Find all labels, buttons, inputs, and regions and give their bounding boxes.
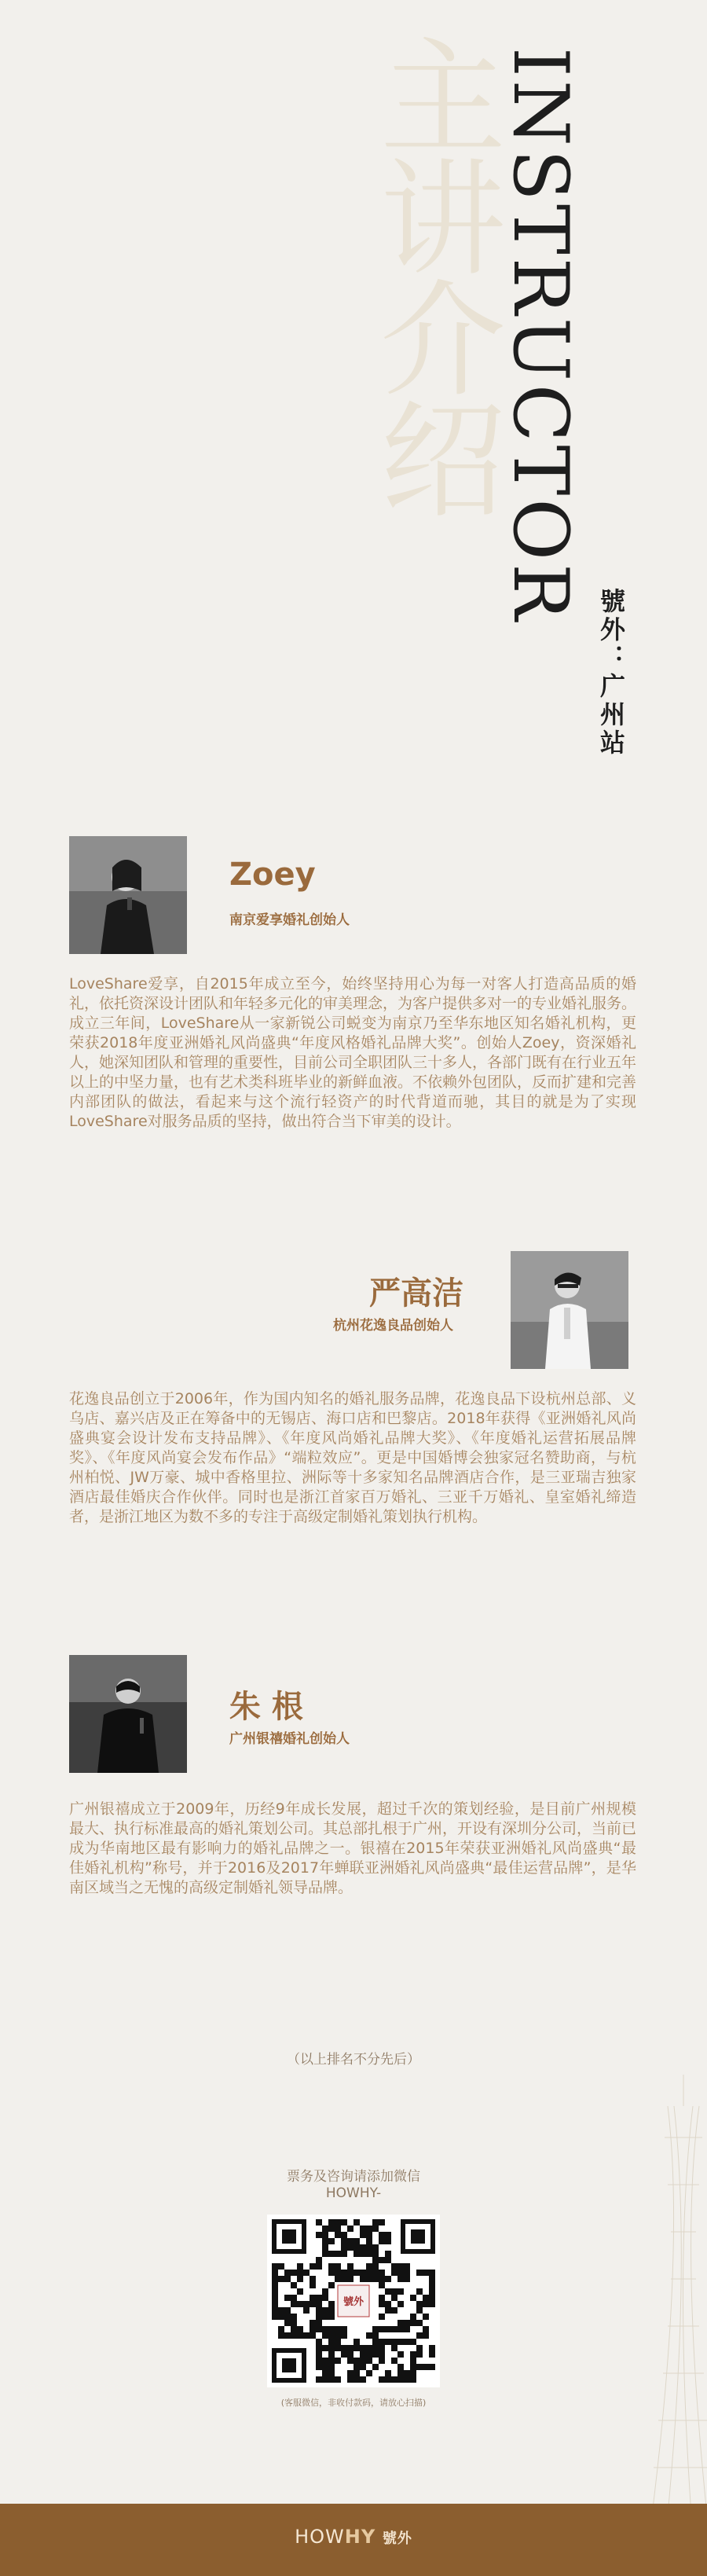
background-title: 主讲介绍	[359, 31, 506, 516]
wechat-id: HOWHY-	[325, 2185, 382, 2201]
instructor-photo-yan-gaojie	[511, 1251, 628, 1369]
instructor-title: INSTRUCTOR	[496, 47, 584, 624]
qr-badge-text: 號外	[343, 2296, 364, 2308]
instructor-bio: 广州银禧成立于2009年，历经9年成长发展，超过千次的策划经验，是目前广州规模最大、执行标准最高的婚礼策划公司。其总部扎根于广州，开设有深圳分公司，当前已成为华南地区最有影响力的婚礼品牌之一。银禧在2015年荣获亚洲婚礼风尚盛典“最佳婚礼机构”称号，并于2016及2017年蝉联亚洲婚礼风尚盛典“最佳运营品牌”，是华南区域当之无愧的高级定制婚礼领导品牌。	[69, 1800, 637, 1896]
footer-bar	[0, 2504, 707, 2576]
instructor-name: Zoey	[229, 857, 316, 893]
logo-hy: HY	[344, 2526, 376, 2548]
qr-subcaption: (客服微信，非收付款码，请放心扫描)	[280, 2398, 427, 2408]
instructor-bio: 花逸良品创立于2006年，作为国内知名的婚礼服务品牌，花逸良品下设杭州总部、义乌店、嘉兴店及正在筹备中的无锡店、海口店和巴黎店。2018年获得《亚洲婚礼风尚盛典宴会设计发布支持品牌》、《年度风尚婚礼品牌大奖》、《年度婚礼运营拓展品牌奖》、《年度风尚宴会发布作品》“端粒效应”。更是中国婚博会独家冠名赞助商，与杭州柏悦、JW万豪、城中香格里拉、洲际等十多家知名品牌酒店合作，是三亚瑞吉独家酒店最佳婚庆合作伙伴。同时也是浙江首家百万婚礼、三亚千万婚礼、皇室婚礼缔造者，是浙江地区为数不多的专注于高级定制婚礼策划执行机构。	[69, 1390, 636, 1525]
instructor-role: 广州银禧婚礼创始人	[229, 1731, 350, 1747]
logo-chinese: 號外	[382, 2530, 412, 2547]
instructor-name: 严高洁	[369, 1275, 463, 1312]
footer-logo	[0, 2526, 707, 2548]
instructor-photo-zhu-gen	[69, 1655, 187, 1773]
logo-how: HOW	[295, 2526, 345, 2548]
qr-code-graphic	[267, 2215, 440, 2387]
instructor-role: 杭州花逸良品创始人	[333, 1318, 453, 1334]
instructor-bio: LoveShare爱享，自2015年成立至今，始终坚持用心为每一对客人打造高品质的婚礼，依托资深设计团队和年轻多元化的审美理念，为客户提供多对一的专业婚礼服务。成立三年间，LoveShare从一家新锐公司蜕变为南京乃至华东地区知名婚礼机构，更荣获2018年度亚洲婚礼风尚盛典“年度风格婚礼品牌大奖”。创始人Zoey，资深婚礼人，她深知团队和管理的重要性，目前公司全职团队三十多人，各部门既有在行业五年以上的中坚力量，也有艺术类科班毕业的新鲜血液。不依赖外包团队，反而扩建和完善内部团队的做法，看起来与这个流行轻资产的时代背道而驰，其目的就是为了实现LoveShare对服务品质的坚持，做出符合当下审美的设计。	[69, 975, 637, 1130]
ranking-note: （以上排名不分先后）	[287, 2052, 420, 2068]
station-label: 號外：广州站	[596, 588, 626, 758]
instructor-role: 南京爱享婚礼创始人	[229, 912, 350, 928]
instructor-photo-zoey	[69, 836, 187, 954]
wechat-qr-code[interactable]	[267, 2215, 440, 2387]
contact-caption: 票务及咨询请添加微信	[287, 2169, 420, 2185]
instructor-name: 朱 根	[229, 1689, 303, 1725]
canton-tower-graphic	[636, 2075, 707, 2515]
